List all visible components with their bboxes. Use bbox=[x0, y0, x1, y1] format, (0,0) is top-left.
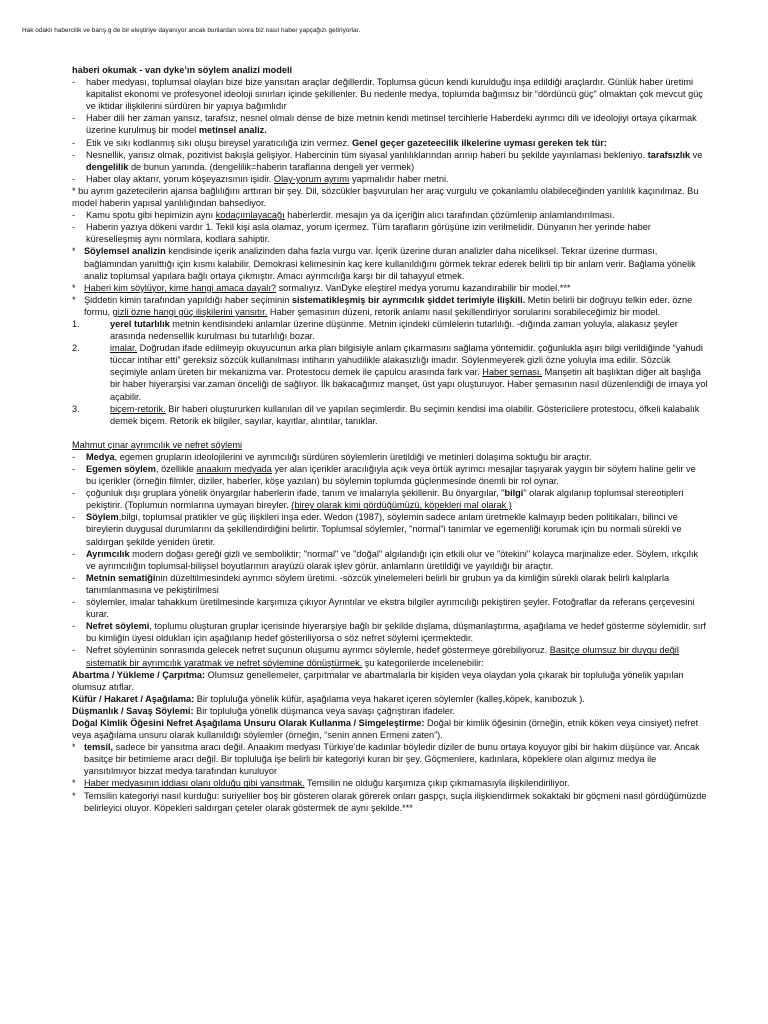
bold-term: bilgi bbox=[504, 488, 524, 499]
item-text: , egemen grupların ideolojilerini ve ayrımcılığı sürdüren söylemlerin üretildiği ve metinleri dolaşıma soktuğu bir araçtır. bbox=[114, 451, 592, 462]
star-marker: * bbox=[72, 282, 76, 293]
bold-term: Söylem bbox=[86, 512, 119, 523]
item-text: , özellikle bbox=[155, 464, 197, 474]
note-paragraph: * bu ayrım gazetecilerin ajansa bağlılığını arttıran bir şey. Dil, sözcükler başvurulan her araç vurgulu ve çokanlamlu olabileceğinden yanlılık kaçınılmaz. Bu model haberin yapısal yanlılığından bahsediyor. bbox=[72, 185, 699, 209]
item-text: Kamu spotu gibi hepimizin aynı bbox=[86, 210, 216, 221]
dash-marker: - bbox=[72, 113, 76, 124]
item-text: kendisinde içerik analizinden daha fazla vurgu var. İçerik üzerine duran analizler daha niceliksel. Tekrar üzerine durması, bağlamından yanılttığı için kısmı kalabilir. Demokrasi kelimesinin kaç kere kullanıldığını görmek tekrar ederek belirli tip bir anlam verir. Bağlama yönelik analiz toplumsal yapılara bağlı ortaya çıkmıştır. Amacı ayrımcılığa karşı bir dil tahayyul etmek. bbox=[84, 246, 696, 281]
item-text: Etik ve sıkı kodlanmış sıkı oluşu bireysel yaratıcılığa izin vermez. bbox=[86, 137, 353, 148]
dash-marker: - bbox=[72, 488, 76, 499]
underlined-term: kodaçımlayacağı bbox=[215, 210, 285, 221]
section-title: Mahmut çınar ayrımcılık ve nefret söylemi bbox=[72, 439, 243, 450]
dash-marker: - bbox=[72, 597, 76, 608]
dash-marker: - bbox=[72, 222, 76, 233]
document-body bbox=[72, 64, 708, 814]
item-text: Doğrudan ifade edilmeyip okuyucunun arka plan bilgisiyle anlam çıkarmasını sağlama yöntemidir. çoğunlukla aşırı bilgi verildiğinde “yahudi tüccar intihar etti” gereksiz sözcük kullanılması intiharın yahudilikle alakasızlığı imadır. Söylenmeyerek gizli özne yoluyla ima edilir. Sözcük seçimiyle anlam üreten bir mekanizma var. Protestocu demek ile çapulcu arasında fark var. bbox=[110, 343, 703, 378]
bullet-item bbox=[72, 620, 708, 644]
dash-marker: - bbox=[72, 621, 76, 632]
bullet-item bbox=[72, 137, 708, 149]
section-title: haberi okumak - van dyke’ın söylem analizi modeli bbox=[72, 65, 293, 75]
bullet-item bbox=[72, 572, 708, 596]
category-paragraph bbox=[72, 705, 708, 717]
bullet-item bbox=[72, 221, 708, 245]
bullet-item bbox=[72, 149, 708, 173]
item-text: söylemler, imalar tahakkum üretilmesinde karşımıza çıkıyor Ayrıntılar ve ekstra bilgiler ayrımcılığı pekiştiren şeyler. Fotoğraflar da referans çerçevesini kurar. bbox=[86, 597, 695, 620]
numbered-item bbox=[72, 403, 708, 427]
bullet-item bbox=[72, 596, 708, 620]
star-item bbox=[72, 790, 708, 814]
item-text: şu kategorilerde incelenebilir: bbox=[362, 657, 484, 668]
underlined-term: Haber medyasının iddiası olanı olduğu gibi yansıtmak. bbox=[84, 778, 305, 789]
bold-term: Düşmanlık / Savaş Söylemi: bbox=[72, 705, 194, 716]
bold-term: Söylemsel analizin bbox=[84, 246, 166, 257]
item-text: Manşetin alt başlıktan diğer alt başlığa bir haber hiyerarşisi var.zaman önceliği de sağlıyor. İlk bakacağımız manşet, üst yapı oluşturuyor. Haber şemasının nasıl düzenlendiği de imaya yol açabilir. bbox=[110, 367, 708, 402]
bold-term: Genel geçer gazeteecilik ilkelerine uyması gereken tek tür: bbox=[352, 137, 607, 148]
bold-term: Nefret söylemi bbox=[86, 621, 150, 632]
bold-term: Doğal Kimlik Öğesini Nefret Aşağılama Unsuru Olarak Kullanma / Simgeleştirme: bbox=[72, 717, 425, 728]
item-text: Bir haberi oluştururken kullanılan dil ve yapılan seçimlerdir. Bu seçimin kendisi ima olabilir. Göstericilere protestocu, öfkeli kalabalık demek biçem. Retorik ek bilgiler, sayılar, kayıtlar, alıntılar, tanıklar. bbox=[110, 403, 700, 426]
item-text: sormalıyız. VanDyke eleştirel medya yorumu kazandırabilir bir model.*** bbox=[276, 282, 571, 293]
bullet-item bbox=[72, 76, 708, 112]
item-text: Haber şemasının düzeni, retorik anlamı nasıl şekillendiriyor sorularını sorabileceğimiz bir model. bbox=[267, 306, 661, 317]
star-item bbox=[72, 294, 708, 318]
item-text: sadece bir yansıtma aracı değil. Anaakım medyası Türkiye’de kadınlar böyledir diziler de bunu ortaya koyuyor gibi bir hakim düşünce var. Ancak basitçe bir betimleme aracı değil. Bir topluluğa işe belirli bir kategoriyi kuran bir şey. Göçmenlere, kadınlara, köpeklere olan algımız medya ile yansıtılmıyor bizzat medya tarafından kuruluyor bbox=[84, 742, 700, 777]
bullet-item bbox=[72, 451, 708, 463]
bold-term: Ayrımcılık bbox=[86, 548, 130, 559]
item-text: de bunun yanında. (dengelilik=haberin taraflarına dengeli yer vermek) bbox=[128, 161, 415, 172]
dash-marker: - bbox=[72, 512, 76, 523]
item-text: Şiddetin kimin tarafından yapıldığı haber seçiminin bbox=[84, 294, 292, 305]
bullet-item bbox=[72, 511, 708, 547]
item-text: Doğal bir kimlik öğesinin (örneğin, etnik köken veya cinsiyet) nefret veya aşağılama unsuru olarak kullanıldığı söylemler (örneğin, “senin annen Ermeni zaten”). bbox=[72, 717, 699, 741]
bold-term: Abartma / Yükleme / Çarpıtma: bbox=[72, 669, 206, 680]
item-text: Bir topluluğa yönelik düşmanca veya savaşı çağrıştıran ifadeler. bbox=[193, 705, 456, 716]
item-number: 2. bbox=[72, 343, 80, 354]
header-note: Hak odaklı habercilik ve barış g de bir eleştiriye dayanıyor ancak bunlardan sonra biz nasıl haber yapçağızı getiriyorlar. bbox=[22, 27, 361, 34]
item-text: Nefret söyleminin sonrasında gelecek nefret suçunun oluşumu ayrımcı söylemle, hedef göstermeye görebiliyoruz. bbox=[86, 645, 550, 656]
underlined-term: (birey olarak kimi gördüğümüzü, köpekleri mal olarak ) bbox=[291, 500, 512, 511]
bold-term: yerel tutarlılık bbox=[110, 318, 170, 329]
star-item bbox=[72, 245, 708, 281]
underlined-term: Basitçe olumsuz bir duygu değil sistematik bir ayrımcılık yaratmak ve nefret söylemine dönüştürmek. bbox=[86, 645, 679, 668]
star-marker: * bbox=[72, 790, 76, 801]
item-text: Olumsuz genellemeler, çarpıtmalar ve abartmalarla bir kişiden veya olaydan yola çıkarak bir topluluğa yönelik yapılan olumsuz atıflar. bbox=[72, 669, 684, 692]
item-text: Haberin yazıya dökeni vardır 1. Tekil kişi asla olamaz, yorum içermez. Tüm tarafların görüşüne izin verilmelidir. Dünyanın her yerinde haber küreselleşmiş aynı normlara, kodlara sahiptir. bbox=[86, 222, 651, 245]
star-marker: * bbox=[72, 294, 76, 305]
item-text: Nesnellik, yansız olmak, pozitivist bakışla gelişiyor. Habercinin tüm siyasal yanlılıklarından arınıp haberi bu şekilde yayınlaması bekleniyo. bbox=[86, 149, 648, 160]
numbered-item bbox=[72, 318, 708, 342]
bullet-item bbox=[72, 463, 708, 487]
section-gap bbox=[72, 427, 708, 439]
bullet-item bbox=[72, 487, 708, 511]
item-text: , toplumu oluşturan gruplar içerisinde hiyerarşiye bağlı bir şekilde dışlama, düşmanlaştırma, aşağılama ve hedef gösterme söylemidir. sırf bu kimliğin üyesi oldukları için aşağılanıp hedef gösteriliyorsa o söz nefret söylemi içermektedir. bbox=[86, 621, 706, 644]
dash-marker: - bbox=[72, 210, 76, 221]
item-text: Temsilin kategoriyi nasıl kurduğu: suriyeliler boş bir gösteren olarak görerek onları gaspçı, suçla ilişkiendirmek sokaktaki bir göçmeni nasıl gördüğümüzde belirleyici oluyor. Köpekleri saldırgan çeteler olarak göstermek de aynı şekilde.*** bbox=[84, 790, 707, 813]
dash-marker: - bbox=[72, 173, 76, 184]
bold-term: dengelilik bbox=[86, 161, 129, 172]
item-text: yer alan içerikler aracılığıyla açık veya örtük ayrımcı mesajlar taşıyarak yaygın bir söylem haline gelir ve bu içerikler (örneğin filmler, diziler, haberler, köşe yazıları) bu söylemin toplumda güçlenmesinde önemli bir rol oynar. bbox=[86, 464, 696, 487]
item-text: Haber olay aktarır, yorum köşeyazısının işidir. bbox=[86, 173, 274, 184]
item-text: ve bbox=[690, 149, 703, 160]
bold-term: Egemen söylem bbox=[86, 464, 156, 474]
item-text: yapmalıdır haber metni. bbox=[349, 173, 449, 184]
underlined-term: biçem-retorik. bbox=[110, 403, 166, 414]
dash-marker: - bbox=[72, 548, 76, 559]
underlined-term: imalar. bbox=[110, 343, 138, 354]
item-number: 3. bbox=[72, 403, 80, 414]
category-paragraph bbox=[72, 693, 708, 705]
bold-term: metinsel analiz. bbox=[198, 125, 267, 136]
item-text: ,bilgi, toplumsal pratikler ve güç ilişkileri inşa eder. Wedon (1987), söylemin sadece anlam üretmekle kalmayıp beden politikaları, bilinci ve bireylerin duygusal durumlarını da şekillendirdiğini belirtir. Toplumsal söylemler, "normal"i tanımlar ve egemenliği korumak için bu normali sürekli ve saldırgan şekilde yeniden üretir. bbox=[86, 512, 682, 547]
item-text: Temsilin ne olduğu karşımıza çıkıp çıkmamasıyla ilişkilendiriliyor. bbox=[304, 778, 570, 789]
dash-marker: - bbox=[72, 572, 76, 583]
bold-term: Küfür / Hakaret / Aşağılama: bbox=[72, 693, 195, 704]
category-paragraph bbox=[72, 717, 708, 741]
item-text: Haber dili her zaman yansız, tarafsız, nesnel olmalı dense de bize metnin kendi metinsel tercihlerle Haberdeki ayrımcı dili ve ideolojiyi ortaya çıkarmak üzerine kurulmuş bir model bbox=[86, 113, 697, 136]
bold-term: tarafsızlık bbox=[647, 149, 691, 160]
star-item bbox=[72, 741, 708, 777]
bullet-item bbox=[72, 173, 708, 185]
star-item bbox=[72, 777, 708, 789]
dash-marker: - bbox=[72, 451, 76, 462]
underlined-term: Haberi kim söylüyor, kime hangi amaca dayalı? bbox=[84, 282, 277, 293]
underlined-term: Haber şeması. bbox=[482, 367, 543, 378]
bullet-item bbox=[72, 112, 708, 136]
dash-marker: - bbox=[72, 137, 76, 148]
bold-term: temsil, bbox=[84, 742, 114, 753]
underlined-term: anaakım medyada bbox=[196, 464, 272, 474]
item-text: " olarak algılanıp toplumsal stereotipleri pekiştirir. (Toplumun normlarına uymayan bireyler. bbox=[86, 488, 684, 511]
underlined-term: gizli özne hangi güç ilişkilerini yansıtır. bbox=[112, 306, 268, 317]
dash-marker: - bbox=[72, 149, 76, 160]
star-item bbox=[72, 282, 708, 294]
item-text: Metin belirli bir doğruyu telkin eder. özne formu, bbox=[84, 294, 693, 317]
star-marker: * bbox=[72, 742, 76, 753]
bold-term: sistematikleşmiş bir ayrımcılık şiddet terimiyle ilişkili. bbox=[291, 294, 526, 305]
item-text: haberlerdir. mesajın ya da içeriğin alıcı tarafından çözümlenip anlamlandırılması. bbox=[284, 210, 615, 221]
item-text: metnin kendisindeki anlamlar üzerine düşünme. Metnin içindeki cümlelerin tutarlılığı. -dığında zaman yoluyla, alakasız şeyler arasında nedensellik kurulması bu tutarlılığı bozar. bbox=[110, 318, 678, 342]
item-text: haber medyası, toplumsal olayları bize bize yansıtan araçlar değillerdir. Toplumsa gücun kendi kurulduğu inşa edildiği araçlardır. Günlük haber üretimi kapitalist ekonomi ve profesyonel ideoloji sınırları içinde şekillenler. Bu nedenle medya, toplumda bağımsız bir “dördüncü güç” olmaktan çok mevcut güç ve iktidar ilişkilerini sürdüren bir yapıya bağımlıdır bbox=[86, 77, 703, 112]
bold-term: Medya bbox=[86, 451, 115, 462]
dash-marker: - bbox=[72, 464, 76, 474]
dash-marker: - bbox=[72, 645, 76, 656]
item-text: nin düzeltilmesindeki ayrımcı söylem üretimi. -sözcük yinelemeleri belirli bir grubun ya da kimliğin sürekli olarak belirli kalıplarla tanımlanmasına ve pekiştirilmesi bbox=[86, 572, 670, 595]
item-number: 1. bbox=[72, 318, 80, 329]
item-text: Bir topluluğa yönelik küfür, aşağılama veya hakaret içeren söylemler (kalleş,köpek, kanıbozuk ). bbox=[194, 693, 585, 704]
underlined-term: Olay-yorum ayrımı bbox=[273, 173, 350, 184]
bullet-item bbox=[72, 548, 708, 572]
item-text: çoğunluk dışı gruplara yönelik önyargılar haberlerin ifade, tanım ve imalarıyla şekillenir. Bu önyargılar, " bbox=[86, 488, 505, 499]
bold-term: Metnin sematiği bbox=[86, 572, 156, 583]
numbered-item bbox=[72, 342, 708, 402]
bullet-item bbox=[72, 209, 708, 221]
category-paragraph bbox=[72, 669, 708, 693]
star-marker: * bbox=[72, 778, 76, 789]
star-marker: * bbox=[72, 246, 76, 257]
dash-marker: - bbox=[72, 77, 76, 88]
bullet-item bbox=[72, 644, 708, 668]
item-text: modern doğası gereği gizli ve semboliktir; "normal" ve "doğal" algılandığı için etkili olur ve "ötekini" kolayca marjinalize eder. Söylem, ırkçılık ve ayrımcılığın toplumsal-bilişsel boyutlarının arayüzü olarak işlev görür. anlamların üretildiği ve yayıldığı bir araçtır. bbox=[86, 548, 699, 571]
